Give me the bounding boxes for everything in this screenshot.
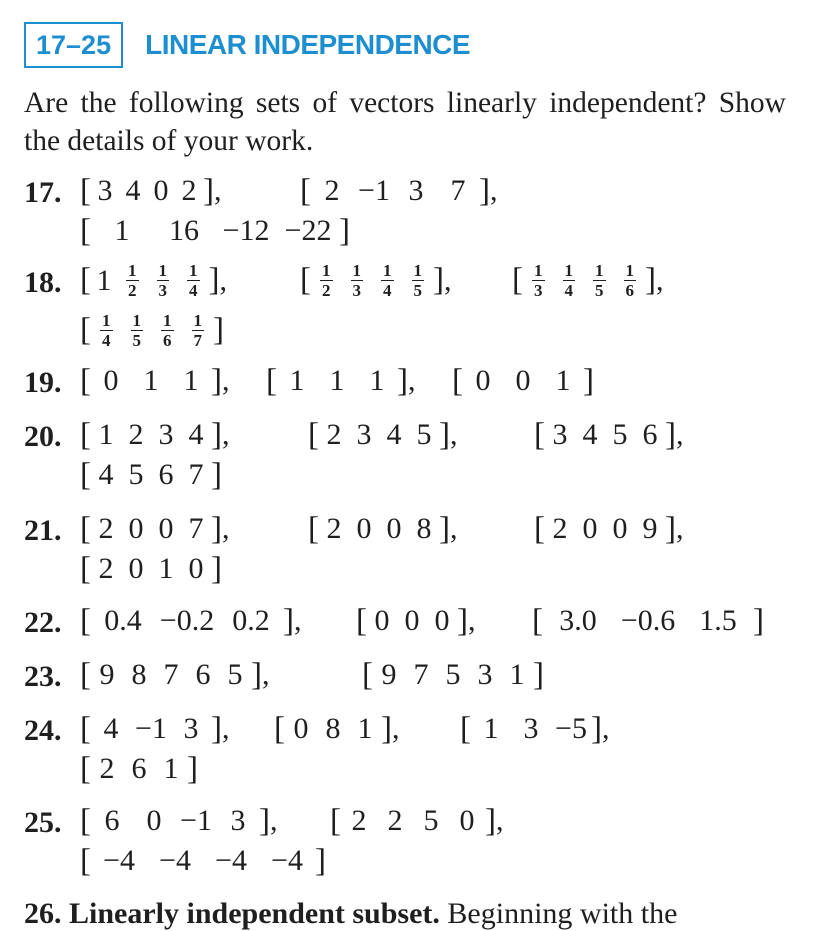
vector-entry: 3 — [477, 658, 493, 691]
vector-entry: 16 — [169, 214, 199, 247]
vector — [362, 658, 544, 692]
right-bracket: ] — [283, 602, 294, 639]
vector-entry: 0.4 — [104, 604, 142, 637]
right-bracket: ] — [203, 172, 214, 209]
vector-entry: 2 — [128, 418, 144, 451]
vector-entry: −4 — [103, 844, 135, 877]
right-bracket: ] — [665, 510, 676, 547]
right-bracket: ] — [439, 510, 450, 547]
vector — [534, 418, 686, 452]
vector — [300, 174, 500, 208]
vector-entry: −0.2 — [159, 604, 215, 637]
problem-22-number: 22. — [24, 606, 62, 639]
comma: , — [676, 418, 684, 451]
instructions-text: Are the following sets of vectors linearly independent? Show the details of your work. — [24, 87, 786, 157]
right-bracket: ] — [665, 416, 676, 453]
right-bracket: ] — [753, 602, 764, 639]
vector-entry: 8 — [325, 712, 341, 745]
left-bracket: [ — [80, 842, 91, 879]
vector-entry: 3.0 — [559, 604, 597, 637]
vector-entry: 0 — [404, 604, 420, 637]
vector-entry: 1 — [96, 263, 112, 297]
vector-entry: 9 — [381, 658, 397, 691]
vector — [80, 312, 224, 349]
comma: , — [214, 174, 222, 207]
vector — [80, 604, 304, 638]
comma: , — [262, 658, 270, 691]
comma: , — [408, 364, 416, 397]
vector-entry: $\frac{1}{2}$ — [322, 261, 331, 300]
left-bracket: [ — [460, 710, 471, 747]
vector-entry: 0 — [103, 364, 119, 397]
right-bracket: ] — [315, 842, 326, 879]
problem-18-number: 18. — [24, 266, 62, 299]
vector-entry: $\frac{1}{7}$ — [193, 311, 202, 350]
vector — [80, 174, 224, 208]
vector-entry: 2 — [181, 174, 197, 207]
left-bracket: [ — [80, 362, 91, 399]
vector-entry: 1 — [158, 552, 174, 585]
vector — [80, 804, 280, 838]
vector — [300, 262, 454, 299]
problem-26-number: 26. — [24, 897, 62, 930]
left-bracket: [ — [362, 656, 373, 693]
comma: , — [496, 804, 504, 837]
right-bracket: ] — [381, 710, 392, 747]
vector-entry: 1 — [369, 364, 385, 397]
right-bracket: ] — [211, 456, 222, 493]
right-bracket: ] — [259, 802, 270, 839]
vector-entry: 1 — [483, 712, 499, 745]
vector-entry: 6 — [104, 804, 120, 837]
vector — [80, 552, 222, 586]
vector-entry: 2 — [98, 552, 114, 585]
left-bracket: [ — [534, 416, 545, 453]
vector — [452, 364, 594, 398]
vector-entry: 1 — [555, 364, 571, 397]
left-bracket: [ — [356, 602, 367, 639]
vector-entry: 3 — [230, 804, 246, 837]
right-bracket: ] — [433, 262, 444, 298]
vector-entry: 0 — [386, 512, 402, 545]
left-bracket: [ — [80, 212, 91, 249]
vector-entry: 4 — [103, 712, 119, 745]
vector — [330, 804, 506, 838]
left-bracket: [ — [80, 656, 91, 693]
left-bracket: [ — [80, 602, 91, 639]
left-bracket: [ — [80, 550, 91, 587]
left-bracket: [ — [80, 802, 91, 839]
comma: , — [222, 712, 230, 745]
right-bracket: ] — [211, 710, 222, 747]
left-bracket: [ — [80, 510, 91, 547]
vector — [308, 418, 460, 452]
vector-entry: 9 — [642, 512, 658, 545]
vector-entry: 0 — [153, 174, 169, 207]
vector — [460, 712, 612, 746]
problem-range-box — [24, 22, 123, 68]
vector-entry: 3 — [552, 418, 568, 451]
vector-entry: 3 — [356, 418, 372, 451]
vector-entry: 3 — [523, 712, 539, 745]
problem-17-number: 17. — [24, 176, 62, 209]
comma: , — [222, 512, 230, 545]
vector-entry: 2 — [326, 512, 342, 545]
right-bracket: ] — [397, 362, 408, 399]
vector-entry: 9 — [99, 658, 115, 691]
vector-entry: 3 — [97, 174, 113, 207]
right-bracket: ] — [339, 212, 350, 249]
vector-entry: 7 — [188, 512, 204, 545]
comma: , — [219, 263, 227, 297]
right-bracket: ] — [208, 262, 220, 298]
vector-entry: 5 — [416, 418, 432, 451]
problem-25-number: 25. — [24, 806, 62, 839]
vector — [80, 458, 222, 492]
left-bracket: [ — [266, 362, 277, 399]
vector-entry: 7 — [188, 458, 204, 491]
comma: , — [656, 263, 664, 297]
vector-entry: 8 — [416, 512, 432, 545]
vector-entry: 0 — [582, 512, 598, 545]
section-header — [24, 22, 470, 68]
vector-entry: $\frac{1}{5}$ — [132, 311, 141, 350]
right-bracket: ] — [213, 312, 224, 348]
left-bracket: [ — [300, 262, 311, 298]
vector-entry: 1 — [329, 364, 345, 397]
vector-entry: $\frac{1}{4}$ — [564, 261, 573, 300]
vector-entry: 0 — [475, 364, 491, 397]
vector-entry: 1 — [163, 752, 179, 785]
problem-20-number: 20. — [24, 420, 62, 453]
vector-entry: 0 — [374, 604, 390, 637]
vector — [534, 512, 686, 546]
right-bracket: ] — [251, 656, 262, 693]
left-bracket: [ — [80, 456, 91, 493]
vector — [274, 712, 402, 746]
vector-entry: 1 — [183, 364, 199, 397]
vector-entry: 1 — [509, 658, 525, 691]
left-bracket: [ — [80, 750, 91, 787]
comma: , — [450, 418, 458, 451]
vector — [80, 658, 272, 692]
left-bracket: [ — [80, 312, 91, 348]
vector — [80, 512, 232, 546]
vector-entry: 8 — [131, 658, 147, 691]
vector-entry: 4 — [98, 458, 114, 491]
problem-26-title: Linearly independent subset. — [69, 897, 440, 930]
vector-entry: 5 — [612, 418, 628, 451]
comma: , — [450, 512, 458, 545]
problem-range: 17–25 — [36, 29, 112, 60]
vector-entry: 1 — [357, 712, 373, 745]
problem-19-number: 19. — [24, 366, 62, 399]
left-bracket: [ — [512, 262, 523, 298]
vector-entry: $\frac{1}{3}$ — [352, 261, 361, 300]
left-bracket: [ — [80, 262, 91, 298]
comma: , — [294, 604, 302, 637]
vector-entry: −1 — [135, 712, 167, 745]
vector-entry: 0 — [434, 604, 450, 637]
right-bracket: ] — [439, 416, 450, 453]
vector-entry: 5 — [227, 658, 243, 691]
vector-entry: 2 — [552, 512, 568, 545]
comma: , — [270, 804, 278, 837]
vector — [80, 214, 350, 248]
vector-entry: $\frac{1}{5}$ — [413, 261, 422, 300]
vector-entry: 7 — [413, 658, 429, 691]
vector-entry: 5 — [445, 658, 461, 691]
right-bracket: ] — [533, 656, 544, 693]
vector — [356, 604, 478, 638]
vector-entry: −1 — [180, 804, 212, 837]
vector-entry: $\frac{1}{2}$ — [128, 261, 137, 300]
comma: , — [676, 512, 684, 545]
vector-entry: $\frac{1}{4}$ — [383, 261, 392, 300]
vector-entry: $\frac{1}{3}$ — [534, 261, 543, 300]
right-bracket: ] — [211, 510, 222, 547]
right-bracket: ] — [645, 262, 656, 298]
vector-entry: $\frac{1}{6}$ — [163, 311, 172, 350]
comma: , — [468, 604, 476, 637]
vector-entry: 5 — [128, 458, 144, 491]
vector-entry: 5 — [423, 804, 439, 837]
vector-entry: 0 — [515, 364, 531, 397]
vector-entry: 1 — [289, 364, 305, 397]
vector-entry: 6 — [158, 458, 174, 491]
comma: , — [490, 174, 498, 207]
problem-26-text: Beginning with the — [447, 897, 678, 930]
vector-entry: 2 — [98, 512, 114, 545]
vector-entry: 0 — [188, 552, 204, 585]
right-bracket: ] — [591, 710, 602, 747]
vector-entry: 2 — [387, 804, 403, 837]
vector-entry: 7 — [163, 658, 179, 691]
vector — [532, 604, 764, 638]
vector — [80, 752, 198, 786]
vector-entry: 6 — [642, 418, 658, 451]
left-bracket: [ — [532, 602, 543, 639]
vector-entry: −4 — [271, 844, 303, 877]
vector-entry: 3 — [183, 712, 199, 745]
vector-entry: 4 — [125, 174, 141, 207]
right-bracket: ] — [479, 172, 490, 209]
left-bracket: [ — [330, 802, 341, 839]
vector-entry: −0.6 — [620, 604, 676, 637]
vector-entry: 1 — [98, 418, 114, 451]
vector-entry: $\frac{1}{5}$ — [595, 261, 604, 300]
vector — [80, 418, 232, 452]
left-bracket: [ — [308, 416, 319, 453]
vector-entry: 0 — [128, 512, 144, 545]
vector-entry: 2 — [326, 418, 342, 451]
vector-entry: 0 — [459, 804, 475, 837]
vector-entry: 0 — [356, 512, 372, 545]
vector-entry: 2 — [99, 752, 115, 785]
vector-entry: −1 — [358, 174, 390, 207]
right-bracket: ] — [583, 362, 594, 399]
vector-entry: $\frac{1}{4}$ — [102, 311, 111, 350]
problem-23-number: 23. — [24, 660, 62, 693]
vector-entry: −4 — [215, 844, 247, 877]
vector-entry: 2 — [351, 804, 367, 837]
right-bracket: ] — [187, 750, 198, 787]
vector — [266, 364, 418, 398]
section-title: LINEAR INDEPENDENCE — [145, 29, 471, 60]
left-bracket: [ — [308, 510, 319, 547]
left-bracket: [ — [534, 510, 545, 547]
next-problem-partial — [24, 897, 677, 931]
left-bracket: [ — [80, 172, 91, 209]
vector — [80, 844, 326, 878]
right-bracket: ] — [211, 550, 222, 587]
vector-entry: 6 — [131, 752, 147, 785]
left-bracket: [ — [80, 416, 91, 453]
problem-21-number: 21. — [24, 514, 62, 547]
vector-entry: 1 — [114, 214, 130, 247]
vector-entry: $\frac{1}{6}$ — [625, 261, 634, 300]
vector — [80, 262, 229, 299]
comma: , — [392, 712, 400, 745]
vector-entry: 1 — [143, 364, 159, 397]
vector-entry: 0 — [293, 712, 309, 745]
left-bracket: [ — [80, 710, 91, 747]
vector-entry: 4 — [188, 418, 204, 451]
vector — [512, 262, 666, 299]
comma: , — [222, 364, 230, 397]
comma: , — [222, 418, 230, 451]
vector-entry: 7 — [450, 174, 466, 207]
vector — [80, 364, 232, 398]
vector-entry: 0 — [612, 512, 628, 545]
right-bracket: ] — [211, 416, 222, 453]
vector-entry: −12 — [222, 214, 270, 247]
vector-entry: −4 — [159, 844, 191, 877]
vector-entry: 0.2 — [232, 604, 270, 637]
vector-entry: 4 — [582, 418, 598, 451]
left-bracket: [ — [452, 362, 463, 399]
vector-entry: 0 — [146, 804, 162, 837]
vector-entry: 2 — [324, 174, 340, 207]
left-bracket: [ — [300, 172, 311, 209]
comma: , — [602, 712, 610, 745]
right-bracket: ] — [457, 602, 468, 639]
vector-entry: 0 — [128, 552, 144, 585]
vector-entry: 1.5 — [699, 604, 737, 637]
right-bracket: ] — [485, 802, 496, 839]
problem-24-number: 24. — [24, 714, 62, 747]
comma: , — [444, 263, 452, 297]
vector-entry: 0 — [158, 512, 174, 545]
right-bracket: ] — [211, 362, 222, 399]
vector-entry: 3 — [408, 174, 424, 207]
vector-entry: −5 — [555, 712, 587, 745]
vector-entry: 6 — [195, 658, 211, 691]
left-bracket: [ — [274, 710, 285, 747]
vector — [80, 712, 232, 746]
vector-entry: $\frac{1}{4}$ — [189, 261, 198, 300]
vector-entry: 4 — [386, 418, 402, 451]
vector-entry: −22 — [284, 214, 332, 247]
vector-entry: $\frac{1}{3}$ — [158, 261, 167, 300]
vector-entry: 3 — [158, 418, 174, 451]
vector — [308, 512, 460, 546]
